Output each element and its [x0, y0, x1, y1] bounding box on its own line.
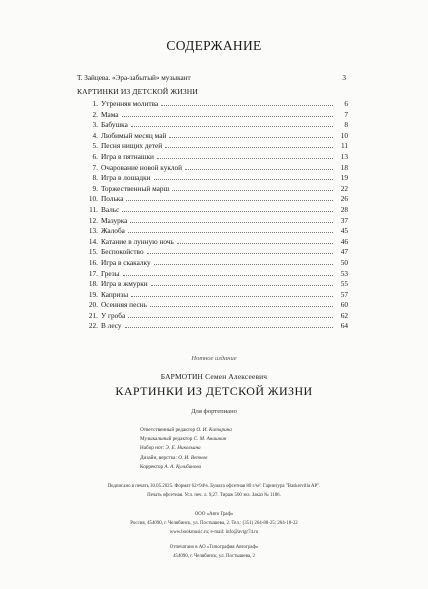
credit-role: Набор нот:: [140, 445, 165, 452]
credit-line: [140, 444, 232, 453]
toc-item-page: 64: [340, 321, 348, 331]
toc-item-number: 16.: [88, 257, 98, 267]
page-title: СОДЕРЖАНИЕ: [166, 38, 262, 53]
toc-item-page: 57: [340, 289, 348, 299]
toc-leader: [122, 110, 333, 117]
toc-item-number: 14.: [88, 236, 98, 246]
instrument-line: Для фортепиано: [191, 408, 237, 415]
toc-item: [84, 131, 348, 142]
toc-item-number: 4.: [92, 130, 98, 140]
toc-item: [84, 269, 348, 280]
toc-leader: [131, 290, 333, 297]
toc-item-title: Песня нищих детей: [101, 141, 163, 151]
credit-role: Дизайн, верстка:: [140, 454, 177, 461]
toc-item-page: 7: [344, 109, 348, 119]
toc-item: [84, 247, 348, 258]
toc-item-page: 60: [340, 300, 348, 310]
toc-item-page: 10: [340, 130, 348, 140]
toc-leader: [165, 141, 333, 148]
toc-item-number: 8.: [92, 173, 98, 183]
toc-leader: [126, 194, 333, 201]
toc-item-page: 55: [340, 279, 348, 289]
toc-item-page: 28: [340, 204, 348, 214]
toc-item-number: 15.: [88, 247, 98, 257]
toc-leader: [161, 99, 333, 106]
toc-intro-label: Т. Зайцева. «Эра-забытый» музыкант: [77, 74, 191, 82]
toc-item-title: Полька: [101, 194, 124, 204]
toc-item-number: 19.: [88, 289, 98, 299]
credit-name: О. И. Катарина: [196, 427, 232, 433]
toc-item-title: Игра в лошадки: [101, 173, 151, 183]
toc-leader: [177, 237, 333, 244]
toc-leader: [157, 152, 333, 159]
toc-item-page: 6: [344, 99, 348, 108]
credit-line: [140, 454, 232, 463]
toc-item-title: Утренняя молитва: [101, 99, 159, 108]
toc-item: [84, 216, 348, 227]
toc-item-page: 22: [340, 183, 348, 193]
publisher-line: Россия, 454090, г. Челябинск, ул. Постышева, 2. Тел.: (351) 264-88-25; 264-18-22: [130, 521, 298, 526]
toc-item-number: 2.: [92, 109, 98, 119]
credit-line: [140, 426, 232, 435]
toc-item-title: Мама: [101, 109, 119, 119]
toc-item: [84, 120, 348, 131]
toc-leader: [185, 163, 333, 170]
credit-line: [140, 435, 232, 444]
toc-item: [84, 300, 348, 311]
toc-item-title: Капризы: [101, 289, 129, 299]
toc-item-number: 12.: [88, 215, 98, 225]
toc-item-page: 50: [340, 257, 348, 267]
toc-item-title: Игра в пятнашки: [101, 151, 154, 161]
toc-item-number: 13.: [88, 226, 98, 236]
credit-role: Корректор: [140, 463, 164, 470]
toc-item: [84, 110, 348, 121]
toc-item-title: Игра в скакалку: [101, 257, 151, 267]
toc-item-number: 20.: [88, 300, 98, 310]
toc-item-title: Бабушка: [101, 120, 128, 130]
publisher-info: [0, 510, 428, 537]
edition-type: Нотное издание: [191, 355, 237, 362]
toc-item-title: Очарование новой куклой: [101, 162, 183, 172]
toc-item-page: 18: [340, 162, 348, 172]
toc-item: [84, 163, 348, 174]
toc-item-number: 3.: [92, 120, 98, 130]
toc-leader: [147, 247, 333, 254]
toc-item-title: Грезы: [101, 268, 120, 278]
printer-line: 454090, г. Челябинск, ул. Постышева, 2: [173, 554, 255, 559]
toc-intro-page: 3: [342, 74, 346, 82]
toc-leader: [125, 321, 333, 328]
toc-leader: [150, 300, 333, 307]
tech-line: Печать офсетная. Усл. печ. л. 9,27. Тираж 500 экз. Заказ № 1186.: [147, 493, 281, 498]
toc-item: [84, 184, 348, 195]
toc-item-title: Игра в жмурки: [101, 279, 148, 289]
credit-role: Музыкальный редактор: [140, 436, 193, 443]
toc-item-title: Торжественный марш: [101, 183, 170, 193]
tech-line: Подписано в печать 30.05.2025. Формат 62×94⅛. Бумага офсетная 80 г/м². Гарнитура "Baskervilla AP".: [107, 484, 321, 489]
toc-item-title: Катание в лунную ночь: [101, 236, 174, 246]
toc-item-page: 37: [340, 215, 348, 225]
toc-item: [84, 205, 348, 216]
toc-item: [84, 152, 348, 163]
toc-item-page: 62: [340, 310, 348, 320]
toc-item-page: 13: [340, 151, 348, 161]
toc-item: [84, 226, 348, 237]
toc-leader: [131, 120, 333, 127]
toc-item: [84, 194, 348, 205]
toc-item-page: 53: [340, 268, 348, 278]
toc-item-page: 45: [340, 226, 348, 236]
credit-line: [140, 463, 232, 472]
toc-leader: [169, 131, 333, 138]
toc-leader: [154, 173, 333, 180]
toc-item: [84, 99, 348, 110]
toc-item-title: В лесу: [101, 321, 122, 331]
toc-item: [84, 311, 348, 322]
toc-item-title: Осенняя песнь: [101, 300, 147, 310]
work-title: КАРТИНКИ ИЗ ДЕТСКОЙ ЖИЗНИ: [115, 384, 313, 398]
toc-item-page: 11: [340, 141, 348, 151]
credit-name: А. А. Кульбинова: [164, 463, 202, 470]
toc-item-number: 17.: [88, 268, 98, 278]
publisher-line: ООО «Авто Граф»: [194, 512, 234, 517]
tech-info: [0, 482, 428, 500]
credit-role: Ответственный редактор: [140, 427, 196, 433]
toc-item-title: Вальс: [101, 204, 120, 214]
toc-item: [84, 237, 348, 248]
toc-leader: [122, 205, 333, 212]
printer-line: Отпечатано в АО «Типография Автограф»: [169, 545, 259, 550]
toc-item-number: 11.: [89, 204, 98, 214]
toc-leader: [128, 311, 333, 318]
credit-name: О. И. Ветнов: [178, 454, 208, 461]
toc-item: [84, 141, 348, 152]
toc-item-page: 47: [340, 247, 348, 257]
publisher-line: www.bookmusic.ru; e-mail: info@avtgr74.ru: [169, 530, 259, 535]
toc-leader: [154, 258, 333, 265]
toc-item-title: У гроба: [101, 310, 126, 320]
toc-intro-row: [77, 74, 346, 82]
printer-info: [0, 543, 428, 561]
toc-item-title: Жалоба: [101, 226, 125, 236]
author-name: БАРМОТИН Семен Алексеевич: [160, 372, 268, 381]
toc-item: [84, 290, 348, 301]
toc-leader: [151, 279, 333, 286]
toc-item-number: 9.: [92, 183, 98, 193]
toc-item-page: 46: [340, 236, 348, 246]
toc-item-title: Мазурка: [101, 215, 128, 225]
credits-block: [140, 426, 232, 472]
toc-item-number: 6.: [92, 151, 98, 161]
credit-name: Э. Е. Никольина: [165, 445, 201, 452]
toc-list: [84, 99, 348, 332]
toc-item-title: Любимый месяц май: [101, 130, 167, 140]
toc-item: [84, 258, 348, 269]
toc-item-number: 21.: [88, 310, 98, 320]
toc-item-page: 8: [344, 120, 348, 130]
credit-name: С. М. Анашкин: [193, 436, 227, 443]
toc-leader: [128, 226, 333, 233]
toc-item-page: 26: [340, 194, 348, 204]
toc-leader: [130, 216, 333, 223]
toc-item: [84, 321, 348, 332]
toc-item-number: 7.: [92, 162, 98, 172]
toc-leader: [172, 184, 333, 191]
toc-item: [84, 279, 348, 290]
toc-item-number: 10.: [88, 194, 98, 204]
toc-item-number: 5.: [92, 141, 98, 151]
toc-item: [84, 173, 348, 184]
section-heading: КАРТИНКИ ИЗ ДЕТСКОЙ ЖИЗНИ: [77, 87, 198, 96]
toc-item-number: 1.: [92, 99, 98, 108]
toc-item-number: 22.: [88, 321, 98, 331]
toc-item-page: 19: [340, 173, 348, 183]
toc-item-number: 18.: [88, 279, 98, 289]
toc-leader: [123, 269, 333, 276]
toc-item-title: Беспокойство: [101, 247, 144, 257]
